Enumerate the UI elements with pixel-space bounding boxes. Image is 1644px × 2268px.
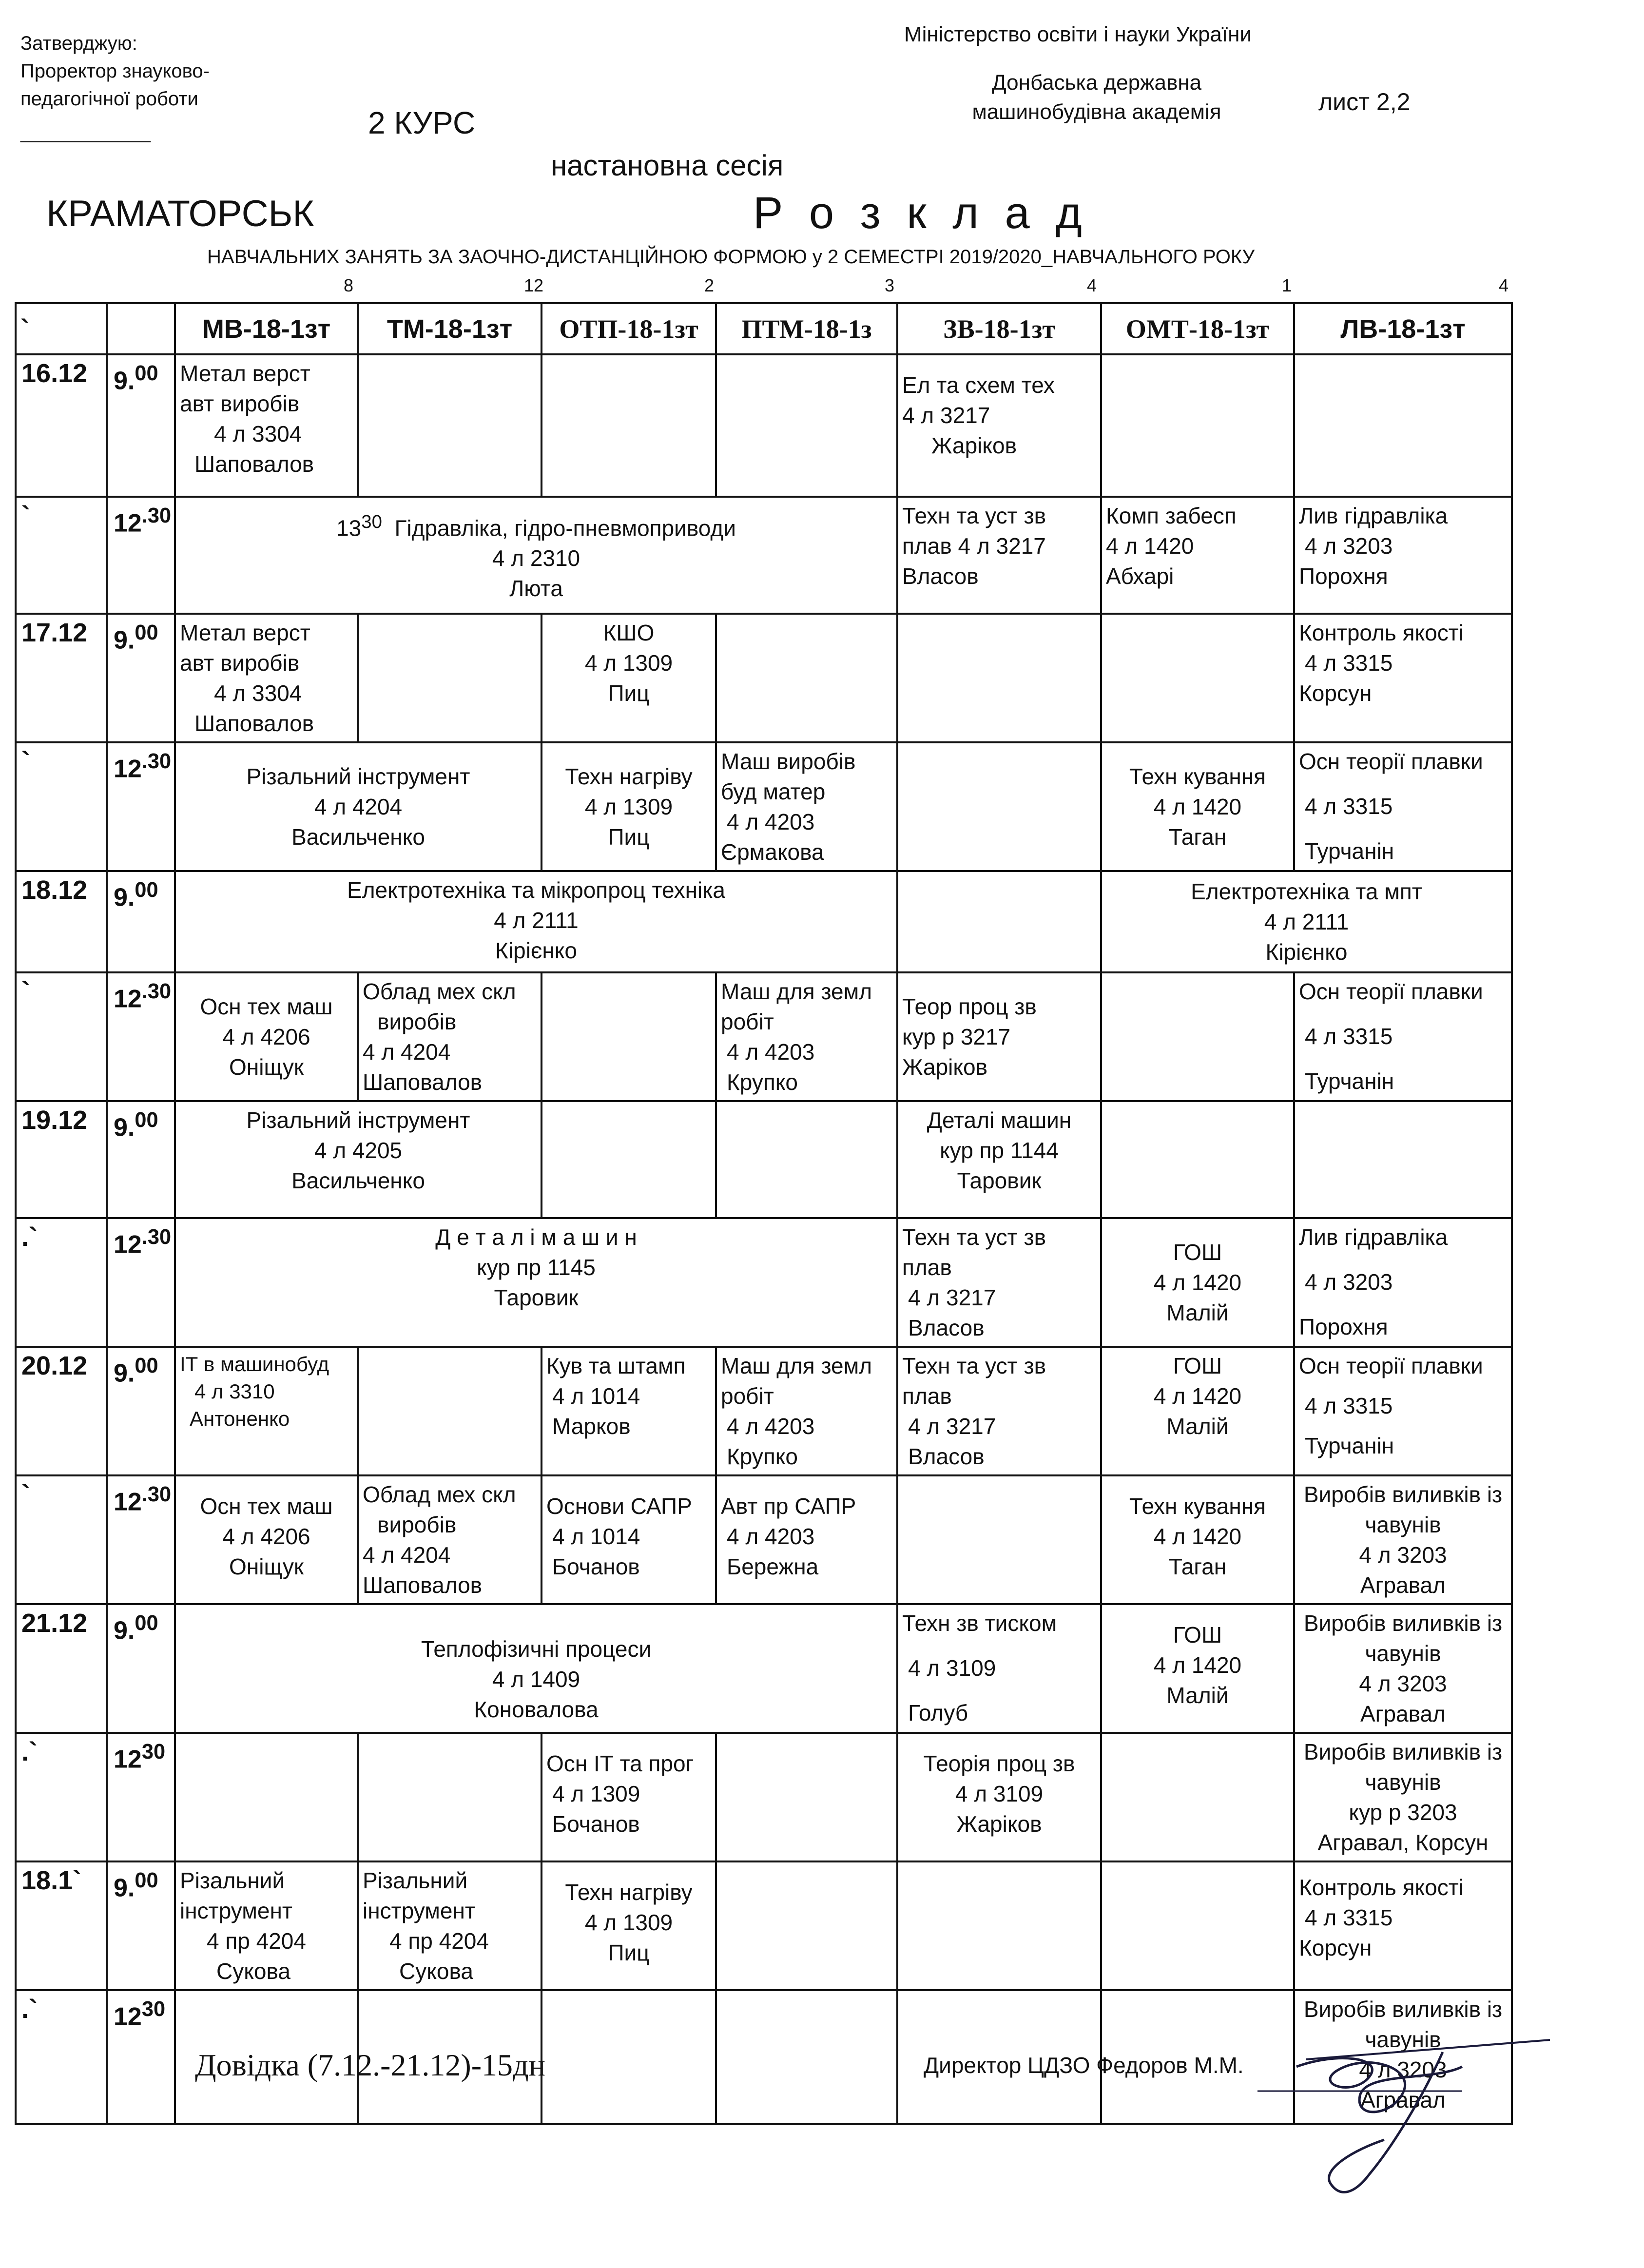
- approve-line-2: Проректор знауково-: [20, 60, 210, 82]
- group-header: ОТП-18-1зт: [542, 303, 716, 354]
- lesson-cell: Контроль якості 4 л 3315 Корсун: [1294, 1861, 1512, 1990]
- group-count: 4: [1499, 275, 1509, 295]
- group-count: 4: [1087, 275, 1097, 295]
- lesson-cell: Осн тех маш 4 л 4206 Оніщук: [175, 972, 358, 1101]
- empty-cell: [358, 1347, 542, 1475]
- group-header: ЛВ-18-1зт: [1294, 303, 1512, 354]
- date-cell: `: [16, 972, 107, 1101]
- lesson-cell: Лив гідравліка 4 л 3203 Порохня: [1294, 497, 1512, 614]
- lesson-cell: Осн теорії плавки 4 л 3315 Турчанін: [1294, 972, 1512, 1101]
- schedule-row: [16, 354, 1512, 497]
- lesson-cell: Техн та уст зв плав 4 л 3217 Власов: [897, 1347, 1101, 1475]
- empty-cell: [897, 742, 1101, 871]
- schedule-row: [16, 742, 1512, 871]
- date-cell: 21.12: [16, 1604, 107, 1733]
- lesson-cell: Техн кування 4 л 1420 Таган: [1101, 742, 1294, 871]
- lesson-cell: Кув та штамп 4 л 1014 Марков: [542, 1347, 716, 1475]
- lesson-cell: Техн зв тиском 4 л 3109 Голуб: [897, 1604, 1101, 1733]
- schedule-row: [16, 1861, 1512, 1990]
- academy-line-2: машинобудівна академія: [972, 100, 1221, 124]
- group-header: ТМ-18-1зт: [358, 303, 542, 354]
- lesson-cell: ГОШ 4 л 1420 Малій: [1101, 1218, 1294, 1347]
- time-cell: $12^{.30}$: [107, 742, 175, 871]
- time-cell: $12^{30}$: [107, 1733, 175, 1861]
- date-cell: 20.12: [16, 1347, 107, 1475]
- lesson-cell: Маш виробів буд матер 4 л 4203 Єрмакова: [716, 742, 897, 871]
- lesson-cell-span: Різальний інструмент 4 л 4204 Васильченко: [175, 742, 542, 871]
- lesson-cell: Метал верст авт виробів 4 л 3304 Шаповалов: [175, 354, 358, 497]
- schedule-row: [16, 871, 1512, 972]
- time-cell: $12^{.30}$: [107, 972, 175, 1101]
- schedule-row: [16, 1347, 1512, 1475]
- lesson-cell: Маш для земл робіт 4 л 4203 Крупко: [716, 972, 897, 1101]
- lesson-cell: Теорія проц зв 4 л 3109 Жаріков: [897, 1733, 1101, 1861]
- time-cell: $12^{.30}$: [107, 497, 175, 614]
- lesson-cell: Різальний інструмент 4 пр 4204 Сукова: [358, 1861, 542, 1990]
- group-count: 2: [704, 275, 715, 295]
- lesson-cell: Ел та схем тех 4 л 3217 Жаріков: [897, 354, 1101, 497]
- empty-cell: [716, 1101, 897, 1218]
- lesson-cell-span: Електротехніка та мпт 4 л 2111 Кірієнко: [1101, 871, 1512, 972]
- empty-cell: [175, 1733, 358, 1861]
- lesson-cell: Комп забесп 4 л 1420 Абхарі: [1101, 497, 1294, 614]
- academy-line-1: Донбаська державна: [991, 71, 1202, 95]
- lesson-cell: Виробів виливків із чавунів 4 л 3203 Агравал: [1294, 1604, 1512, 1733]
- empty-cell: [542, 1101, 716, 1218]
- lesson-cell: Облад мех скл виробів 4 л 4204 Шаповалов: [358, 1475, 542, 1604]
- time-cell: 9.00: [107, 354, 175, 497]
- lesson-cell-span: Різальний інструмент 4 л 4205 Васильченко: [175, 1101, 542, 1218]
- date-cell: 18.12: [16, 871, 107, 972]
- empty-cell: [897, 614, 1101, 742]
- time-cell: 9.00: [107, 871, 175, 972]
- empty-cell: [716, 1990, 897, 2124]
- group-header: ПТМ-18-1з: [716, 303, 897, 354]
- date-cell: `: [16, 1475, 107, 1604]
- lesson-cell: Осн ІТ та прог 4 л 1309 Бочанов: [542, 1733, 716, 1861]
- lesson-cell: Деталі машин кур пр 1144 Таровик: [897, 1101, 1101, 1218]
- schedule-row: [16, 1218, 1512, 1347]
- lesson-cell: Авт пр САПР 4 л 4203 Бережна: [716, 1475, 897, 1604]
- lesson-cell-span: Теплофізичні процеси 4 л 1409 Коновалова: [175, 1604, 897, 1733]
- schedule-row: [16, 972, 1512, 1101]
- empty-cell: [897, 871, 1101, 972]
- date-cell: .`: [16, 1218, 107, 1347]
- date-cell: 18.1`: [16, 1861, 107, 1990]
- empty-cell: [716, 1733, 897, 1861]
- schedule-row: [16, 1101, 1512, 1218]
- empty-cell: [897, 1475, 1101, 1604]
- lesson-cell: Лив гідравліка 4 л 3203 Порохня: [1294, 1218, 1512, 1347]
- group-count: 8: [344, 275, 354, 295]
- lesson-cell: Метал верст авт виробів 4 л 3304 Шаповалов: [175, 614, 358, 742]
- director-signature-label: Директор ЦДЗО Федоров М.М.: [924, 2053, 1244, 2078]
- empty-cell: [1101, 1861, 1294, 1990]
- empty-cell: [716, 1861, 897, 1990]
- subtitle: НАВЧАЛЬНИХ ЗАНЯТЬ ЗА ЗАОЧНО-ДИСТАНЦІЙНОЮ ФОРМОЮ у 2 СЕМЕСТРІ 2019/2020_НАВЧАЛЬНОГО РОКУ: [207, 246, 1255, 268]
- sheet-number: лист 2,2: [1318, 88, 1411, 116]
- time-cell: 9.00: [107, 1604, 175, 1733]
- empty-cell: [1101, 614, 1294, 742]
- lesson-cell: Техн нагріву 4 л 1309 Пиц: [542, 742, 716, 871]
- lesson-cell: Контроль якості 4 л 3315 Корсун: [1294, 614, 1512, 742]
- lesson-cell: ІТ в машинобуд 4 л 3310 Антоненко: [175, 1347, 358, 1475]
- page-title: Р о з к л а д: [753, 188, 1089, 238]
- empty-cell: [716, 354, 897, 497]
- lesson-cell: Основи САПР 4 л 1014 Бочанов: [542, 1475, 716, 1604]
- signature-scribble: [1209, 2023, 1579, 2208]
- lesson-cell: Маш для земл робіт 4 л 4203 Крупко: [716, 1347, 897, 1475]
- time-cell: $12^{30}$: [107, 1990, 175, 2124]
- date-cell: `: [16, 742, 107, 871]
- lesson-cell: Техн та уст зв плав 4 л 3217 Власов: [897, 1218, 1101, 1347]
- empty-cell: [1101, 1101, 1294, 1218]
- group-header: ЗВ-18-1зт: [897, 303, 1101, 354]
- empty-cell: [358, 614, 542, 742]
- empty-cell: [542, 1990, 716, 2124]
- group-header: ОМТ-18-1зт: [1101, 303, 1294, 354]
- schedule-row: [16, 614, 1512, 742]
- lesson-cell-span: Електротехніка та мікропроц техніка 4 л 2111 Кірієнко: [175, 871, 897, 972]
- lesson-cell: КШО 4 л 1309 Пиц: [542, 614, 716, 742]
- group-count: 1: [1282, 275, 1292, 295]
- lesson-cell: Осн тех маш 4 л 4206 Оніщук: [175, 1475, 358, 1604]
- lesson-cell-span: Д е т а л і м а ш и н кур пр 1145 Таровик: [175, 1218, 897, 1347]
- lesson-cell: Осн теорії плавки 4 л 3315 Турчанін: [1294, 742, 1512, 871]
- lesson-cell: Техн та уст зв плав 4 л 3217 Власов: [897, 497, 1101, 614]
- empty-cell: [358, 354, 542, 497]
- schedule-row: [16, 497, 1512, 614]
- lesson-cell: Виробів виливків із чавунів 4 л 3203 Агравал: [1294, 1475, 1512, 1604]
- lesson-cell: Облад мех скл виробів 4 л 4204 Шаповалов: [358, 972, 542, 1101]
- empty-cell: [1294, 354, 1512, 497]
- empty-cell: [1101, 972, 1294, 1101]
- schedule-row: [16, 1733, 1512, 1861]
- empty-cell: [542, 972, 716, 1101]
- date-cell: 17.12: [16, 614, 107, 742]
- group-header: МВ-18-1зт: [175, 303, 358, 354]
- group-count: 3: [885, 275, 895, 295]
- empty-cell: [542, 354, 716, 497]
- lesson-cell: ГОШ 4 л 1420 Малій: [1101, 1347, 1294, 1475]
- empty-cell: [716, 614, 897, 742]
- lesson-cell: Різальний інструмент 4 пр 4204 Сукова: [175, 1861, 358, 1990]
- lesson-cell-span: $13^{30}$ Гідравліка, гідро-пневмоприводи 4 л 2310 Люта: [175, 497, 897, 614]
- empty-cell: [897, 1861, 1101, 1990]
- schedule-row: [16, 1604, 1512, 1733]
- lesson-cell: Техн кування 4 л 1420 Таган: [1101, 1475, 1294, 1604]
- lesson-cell: ГОШ 4 л 1420 Малій: [1101, 1604, 1294, 1733]
- date-cell: `: [16, 497, 107, 614]
- empty-cell: [358, 1733, 542, 1861]
- lesson-cell: Теор проц зв кур р 3217 Жаріков: [897, 972, 1101, 1101]
- header-date: `: [16, 303, 107, 354]
- time-cell: 9.00: [107, 1861, 175, 1990]
- date-cell: 19.12: [16, 1101, 107, 1218]
- date-cell: .`: [16, 1990, 107, 2124]
- schedule-table: [15, 302, 1513, 2125]
- time-cell: 9.00: [107, 1347, 175, 1475]
- group-count: 12: [524, 275, 544, 295]
- lesson-cell: Виробів виливків із чавунів кур р 3203 Агравал, Корсун: [1294, 1733, 1512, 1861]
- city-name: КРАМАТОРСЬК: [46, 193, 314, 234]
- empty-cell: [1101, 354, 1294, 497]
- lesson-cell: Техн нагріву 4 л 1309 Пиц: [542, 1861, 716, 1990]
- date-cell: 16.12: [16, 354, 107, 497]
- session-label: настановна сесія: [551, 149, 784, 182]
- approve-signature-line: ____________: [20, 121, 151, 143]
- footer-note: Довідка (7.12.-21.12)-15дн: [195, 2048, 545, 2082]
- course-label: 2 КУРС: [368, 105, 476, 140]
- ministry-name: Міністерство освіти і науки України: [904, 22, 1252, 46]
- date-cell: .`: [16, 1733, 107, 1861]
- time-cell: $12^{.30}$: [107, 1218, 175, 1347]
- schedule-row: [16, 1475, 1512, 1604]
- lesson-cell: Осн теорії плавки 4 л 3315 Турчанін: [1294, 1347, 1512, 1475]
- header-row: [16, 303, 1512, 354]
- time-cell: $12^{.30}$: [107, 1475, 175, 1604]
- empty-cell: [1101, 1733, 1294, 1861]
- time-cell: 9.00: [107, 1101, 175, 1218]
- approve-line-1: Затверджую:: [20, 33, 137, 54]
- lesson-cell: Виробів виливків із чавунів 4 л 3203 Агравал: [1294, 1990, 1512, 2124]
- empty-cell: [1294, 1101, 1512, 1218]
- approve-line-3: педагогічної роботи: [20, 88, 198, 110]
- time-cell: 9.00: [107, 614, 175, 742]
- header-time: [107, 303, 175, 354]
